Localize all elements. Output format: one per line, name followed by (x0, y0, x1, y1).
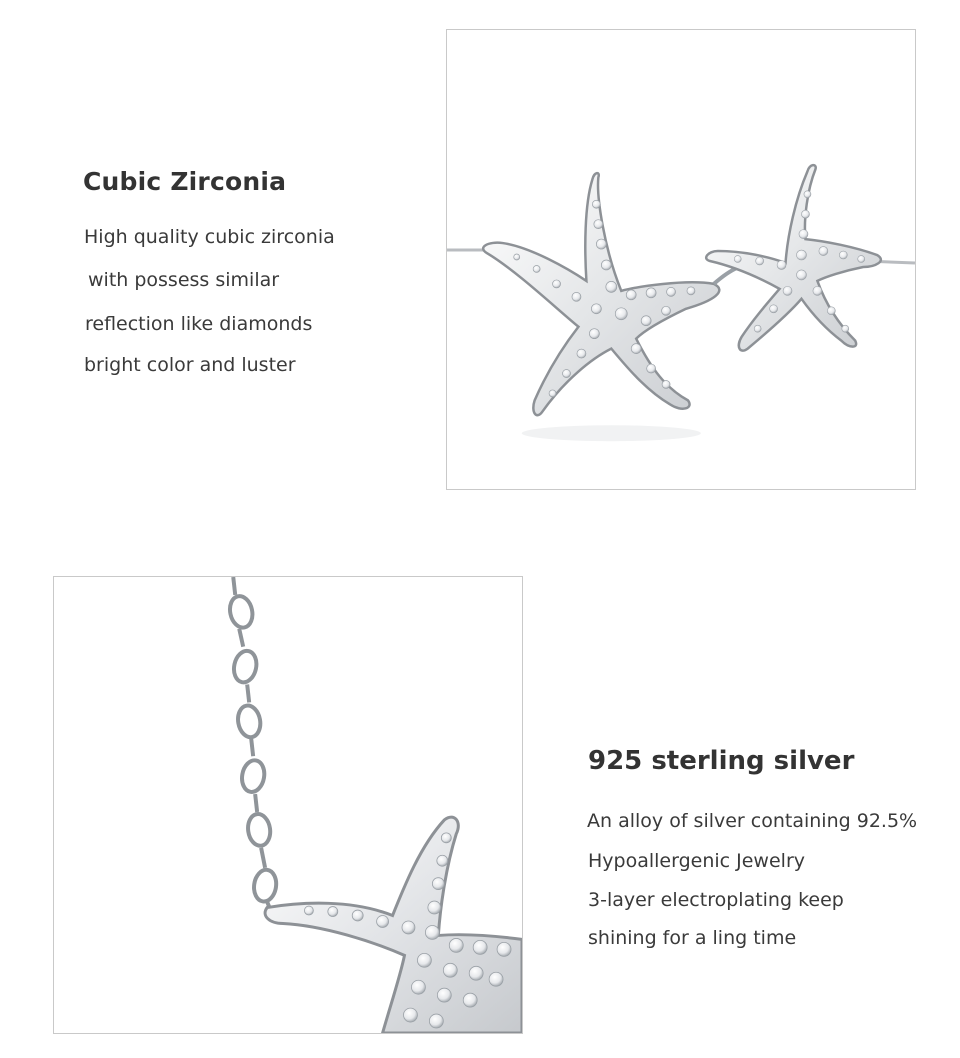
feature-heading-zirconia: Cubic Zirconia (83, 167, 287, 196)
feature-line: with possess similar (88, 269, 280, 291)
feature-section-silver (0, 530, 960, 1058)
product-photo-starfish-pair (446, 29, 916, 490)
chain-closeup-image (54, 577, 522, 1033)
starfish-small-icon (706, 165, 881, 351)
starfish-pair-image (447, 30, 915, 489)
feature-heading-silver: 925 sterling silver (588, 746, 855, 776)
feature-line: An alloy of silver containing 92.5% (587, 810, 918, 832)
feature-line: 3-layer electroplating keep (588, 889, 844, 911)
starfish-large-icon (483, 173, 719, 415)
reflection (522, 425, 701, 441)
starfish-closeup-icon (265, 817, 522, 1033)
feature-line: shining for a ling time (588, 927, 797, 949)
feature-line: bright color and luster (84, 354, 296, 376)
feature-line: High quality cubic zirconia (84, 226, 335, 248)
feature-line: reflection like diamonds (85, 313, 313, 335)
feature-line: Hypoallergenic Jewelry (588, 850, 805, 872)
chain-icon (227, 577, 278, 912)
product-photo-chain-closeup (53, 576, 523, 1034)
